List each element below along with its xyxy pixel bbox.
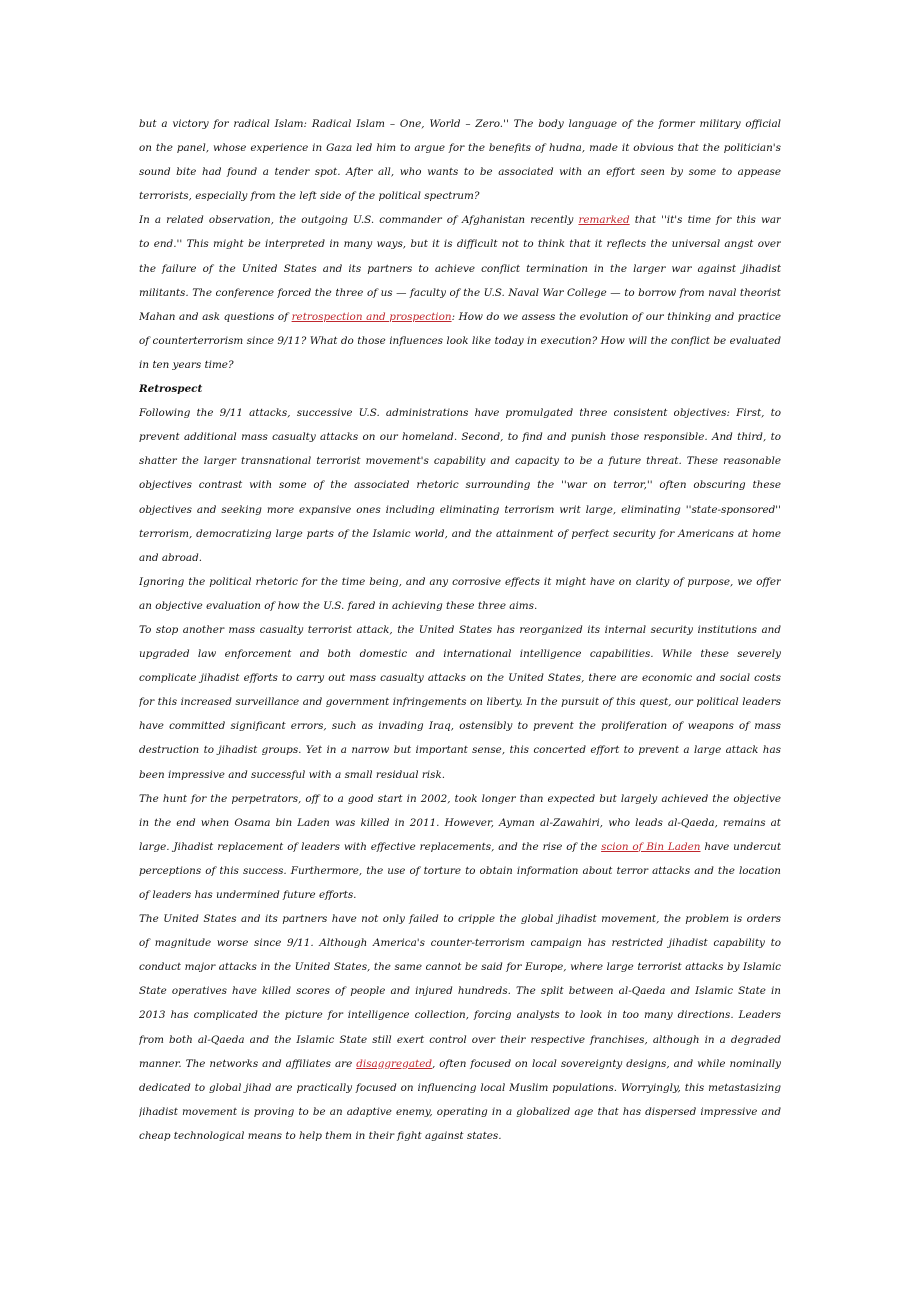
text-span: the failure of the United States and its partners to achieve conflict termination in the larger war against jihadist [139,262,781,275]
text-span: that ''it's time for this war [629,214,781,227]
text-span: To stop another mass casualty terrorist attack, the United States has reorganized its internal security institutions and [139,623,781,636]
text-span: : How do we assess the evolution of our thinking and practice [451,310,781,323]
text-line [139,473,781,497]
text-span: Retrospect [139,383,203,396]
hyperlink[interactable]: retrospection and prospection [291,310,452,323]
text-line [139,594,781,618]
text-line [139,1100,781,1124]
text-line [139,232,781,256]
text-line [139,738,781,762]
text-line [139,931,781,955]
article-body [139,112,781,1148]
text-line [139,1052,781,1076]
text-line [139,546,781,570]
text-span: perceptions of this success. Furthermore, the use of torture to obtain information about terror attacks and the location [139,864,781,877]
text-span: large. Jihadist replacement of leaders with effective replacements, and the rise of the [139,840,602,853]
text-line [139,811,781,835]
text-span: have committed significant errors, such as invading Iraq, ostensibly to prevent the proliferation of weapons of mass [139,720,781,733]
text-line [139,714,781,738]
text-span: sound bite had found a tender spot. After all, who wants to be associated with an effort seen by some to appease [139,166,781,179]
text-span: conduct major attacks in the United States, the same cannot be said for Europe, where large terrorist attacks by Islamic [139,961,781,974]
text-line [139,112,781,136]
text-line [139,570,781,594]
text-span: been impressive and successful with a small residual risk. [139,768,446,781]
text-line [139,1124,781,1148]
text-span: destruction to jihadist groups. Yet in a narrow but important sense, this concerted effort to prevent a large attack has [139,744,781,757]
text-line [139,184,781,208]
text-line [139,136,781,160]
text-span: and abroad. [139,551,203,564]
text-span: from both al-Qaeda and the Islamic State still exert control over their respective franchises, although in a degraded [139,1033,781,1046]
text-span: State operatives have killed scores of people and injured hundreds. The split between al-Qaeda and Islamic State in [139,985,781,998]
hyperlink[interactable]: disaggregated [356,1057,432,1070]
text-line [139,955,781,979]
paragraph [139,570,781,618]
text-span: , often focused on local sovereignty designs, and while nominally [432,1057,781,1070]
text-line [139,1028,781,1052]
text-line [139,787,781,811]
text-span: in ten years time? [139,358,234,371]
text-span: Ignoring the political rhetoric for the time being, and any corrosive effects it might have on clarity of purpose, we offer [139,575,781,588]
text-line [139,160,781,184]
text-span: complicate jihadist efforts to carry out mass casualty attacks on the United States, there are economic and social costs [139,672,781,685]
paragraph [139,787,781,907]
text-span: upgraded law enforcement and both domestic and international intelligence capabilities. While these severely [139,648,781,661]
text-span: have undercut [700,840,781,853]
text-span: The hunt for the perpetrators, off to a good start in 2002, took longer than expected but largely achieved the objective [139,792,781,805]
text-span: of counterterrorism since 9/11? What do those influences look like today in execution? How will the conflict be evaluated [139,334,781,347]
text-span: objectives and seeking more expansive ones including eliminating terrorism writ large, eliminating ''state-sponsored'' [139,503,781,516]
text-line [139,1003,781,1027]
text-line [139,353,781,377]
text-line [139,666,781,690]
text-line [139,979,781,1003]
text-line [139,642,781,666]
text-line [139,763,781,787]
hyperlink[interactable]: scion of Bin Laden [601,840,701,853]
text-line [139,1076,781,1100]
text-span: dedicated to global jihad are practically focused on influencing local Muslim populations. Worryingly, this metastasizing [139,1081,781,1094]
text-span: manner. The networks and affiliates are [139,1057,357,1070]
text-span: cheap technological means to help them in their fight against states. [139,1129,502,1142]
text-span: shatter the larger transnational terrorist movement's capability and capacity to be a future threat. These reasonable [139,455,781,468]
text-span: jihadist movement is proving to be an adaptive enemy, operating in a globalized age that has dispersed impressive and [139,1105,781,1118]
text-span: of magnitude worse since 9/11. Although America's counter-terrorism campaign has restricted jihadist capability to [139,937,781,950]
paragraph [139,208,781,377]
text-line [139,690,781,714]
text-span: militants. The conference forced the three of us — faculty of the U.S. Naval War College — to borrow from naval theorist [139,286,781,299]
text-line [139,883,781,907]
text-line [139,281,781,305]
paragraph [139,401,781,570]
text-span: an objective evaluation of how the U.S. fared in achieving these three aims. [139,599,538,612]
text-span: terrorists, especially from the left side of the political spectrum? [139,190,480,203]
paragraph [139,618,781,787]
text-span: Following the 9/11 attacks, successive U.S. administrations have promulgated three consistent objectives: First, to [139,407,781,420]
text-line [139,329,781,353]
text-line [139,425,781,449]
text-line [139,618,781,642]
text-span: on the panel, whose experience in Gaza led him to argue for the benefits of hudna, made it obvious that the politician's [139,142,781,155]
text-span: The United States and its partners have not only failed to cripple the global jihadist movement, the problem is orders [139,913,781,926]
hyperlink[interactable]: remarked [578,214,630,227]
text-line [139,907,781,931]
text-line [139,305,781,329]
paragraph [139,907,781,1148]
text-span: of leaders has undermined future efforts. [139,889,357,901]
text-span: terrorism, democratizing large parts of the Islamic world, and the attainment of perfect security for Americans at home [139,527,781,540]
text-line [139,257,781,281]
text-line [139,401,781,425]
text-span: In a related observation, the outgoing U.S. commander of Afghanistan recently [139,214,579,227]
text-span: in the end when Osama bin Laden was killed in 2011. However, Ayman al-Zawahiri, who leads al-Qaeda, remains at [139,816,781,829]
heading-text [139,377,781,401]
text-line [139,859,781,883]
text-span: 2013 has complicated the picture for intelligence collection, forcing analysts to look in too many directions. Leaders [139,1009,781,1022]
text-span: objectives contrast with some of the associated rhetoric surrounding the ''war on terror,'' often obscuring these [139,479,781,492]
text-span: prevent additional mass casualty attacks on our homeland. Second, to find and punish those responsible. And third, to [139,431,781,444]
text-line [139,498,781,522]
text-span: for this increased surveillance and government infringements on liberty. In the pursuit of this quest, our political leaders [139,696,781,709]
text-line [139,449,781,473]
text-line [139,835,781,859]
text-span: to end.'' This might be interpreted in many ways, but it is difficult not to think that it reflects the universal angst over [139,238,781,251]
text-line [139,522,781,546]
text-span: but a victory for radical Islam: Radical Islam – One, World – Zero.'' The body language of the former military official [139,118,781,130]
paragraph [139,112,781,208]
text-line [139,208,781,232]
text-span: Mahan and ask questions of [139,310,292,323]
section-heading [139,377,781,401]
